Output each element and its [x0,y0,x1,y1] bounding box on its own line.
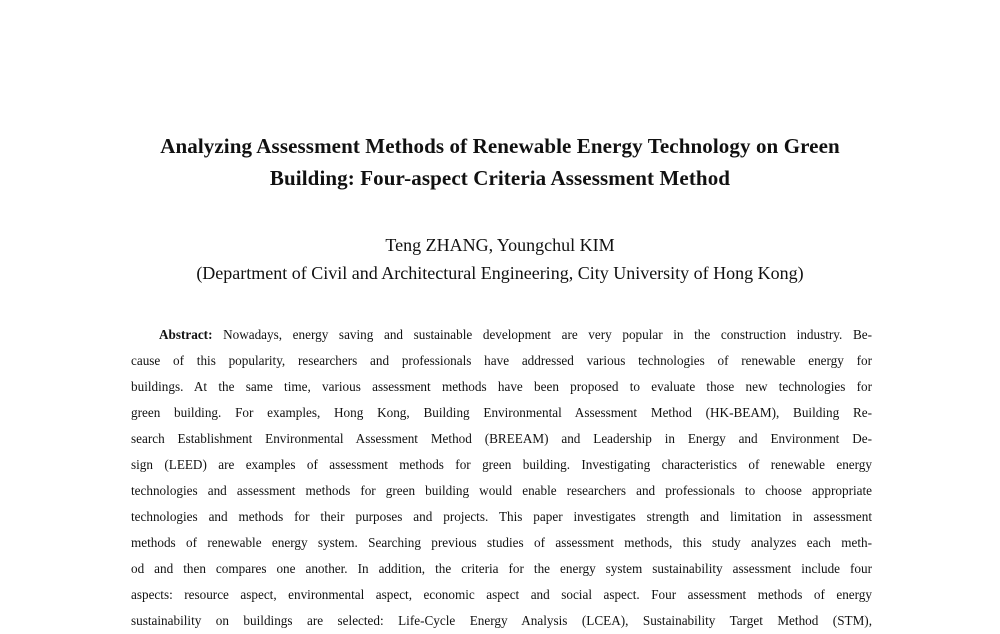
paper-title [100,130,900,194]
abstract-line: methods of renewable energy system. Searching previous studies of assessment methods, this study analyzes each meth- [131,535,872,550]
abstract-label: Abstract: [159,327,213,342]
abstract-line: sign (LEED) are examples of assessment methods for green building. Investigating characteristics of renewable energy [131,457,872,472]
abstract [131,322,872,634]
abstract-line: aspects: resource aspect, environmental aspect, economic aspect and social aspect. Four assessment methods of energy [131,587,872,602]
abstract-line: cause of this popularity, researchers and professionals have addressed various technologies of renewable energy for [131,353,872,368]
title-line-2: Building: Four-aspect Criteria Assessment Method [269,166,731,190]
abstract-line: sustainability on buildings are selected: Life-Cycle Energy Analysis (LCEA), Sustainability Target Method (STM), [131,613,872,628]
title-line-1: Analyzing Assessment Methods of Renewable Energy Technology on Green [160,134,840,158]
authors: Teng ZHANG, Youngchul KIM [385,235,615,255]
abstract-line [131,322,872,348]
abstract-line: technologies and assessment methods for green building would enable researchers and professionals to choose appropriate [131,483,872,498]
abstract-line: buildings. At the same time, various assessment methods have been proposed to evaluate those new technologies for [131,379,872,394]
abstract-line-text: Nowadays, energy saving and sustainable development are very popular in the construction industry. Be- [223,327,872,342]
abstract-line: green building. For examples, Hong Kong, Building Environmental Assessment Method (HK-BEAM), Building Re- [131,405,872,420]
abstract-line: technologies and methods for their purposes and projects. This paper investigates strength and limitation in assessment [131,509,872,524]
affiliation: (Department of Civil and Architectural Engineering, City University of Hong Kong) [196,263,804,283]
abstract-line: od and then compares one another. In addition, the criteria for the energy system sustainability assessment include four [131,561,872,576]
abstract-line: search Establishment Environmental Assessment Method (BREEAM) and Leadership in Energy and Environment De- [131,431,872,446]
